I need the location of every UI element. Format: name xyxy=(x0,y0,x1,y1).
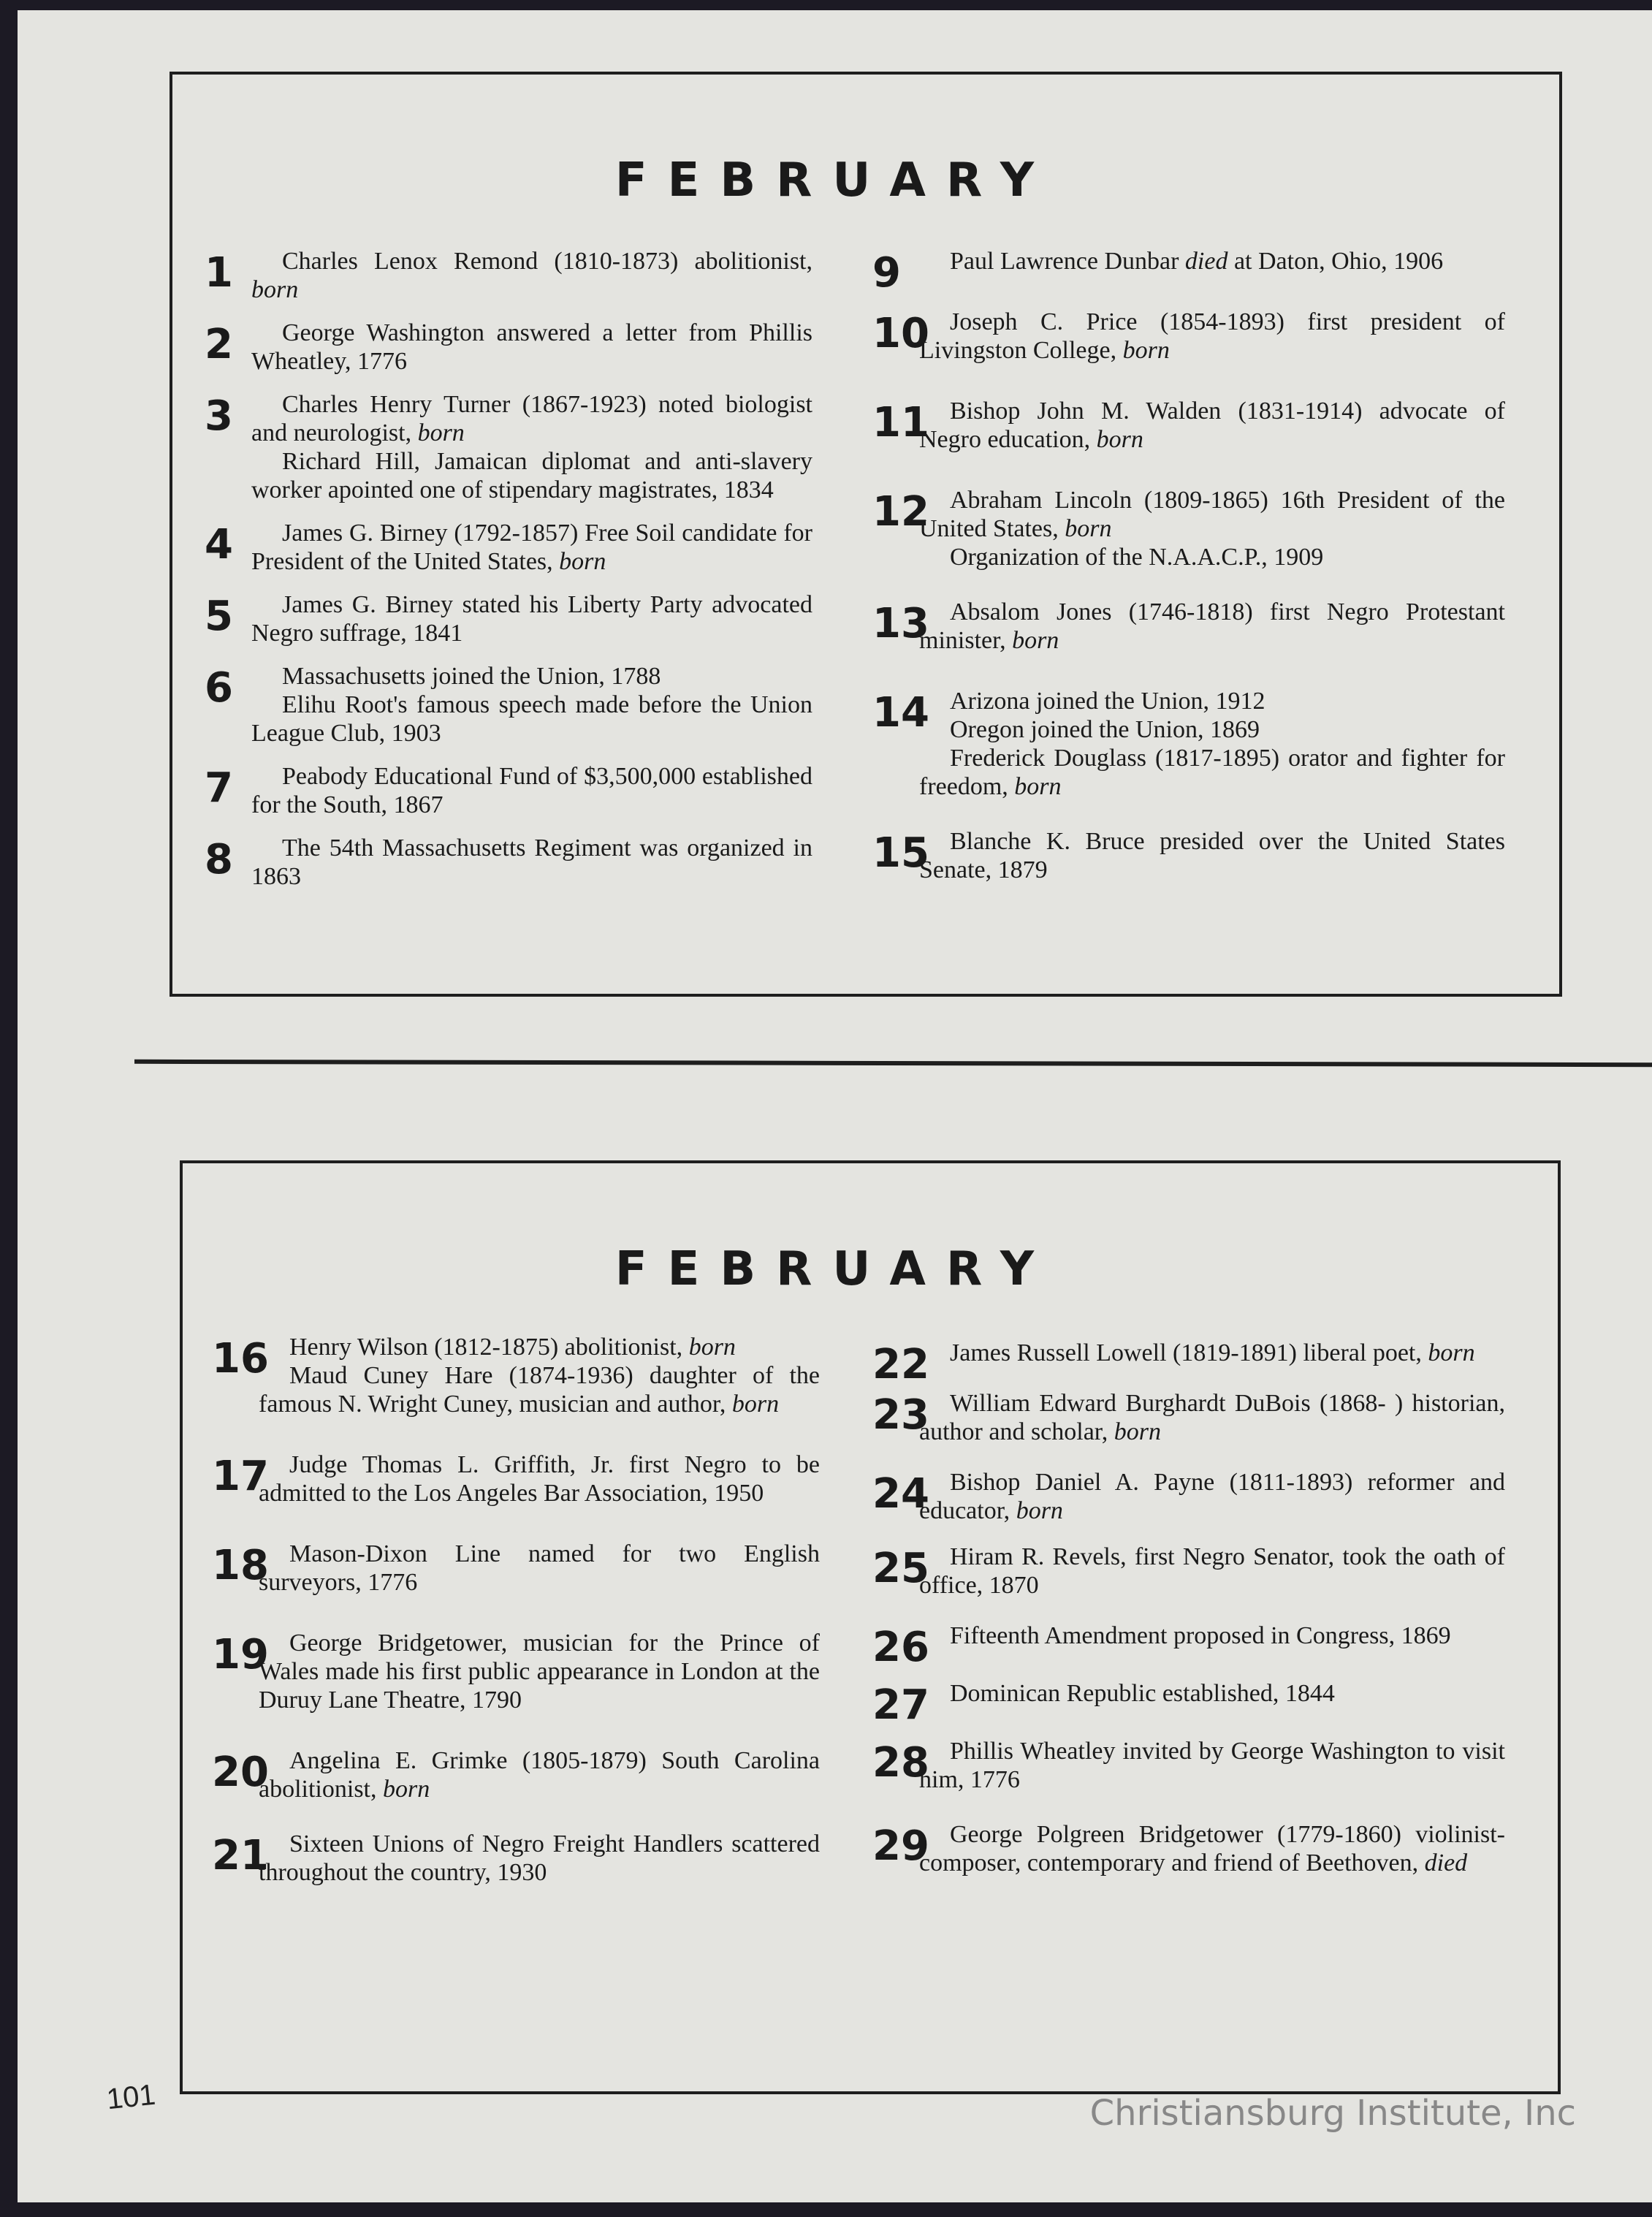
calendar-entry-26 xyxy=(872,1621,1505,1671)
day-number: 27 xyxy=(872,1681,929,1729)
calendar-entry-5 xyxy=(205,590,812,647)
calendar-entry-9 xyxy=(872,247,1505,297)
entry-line xyxy=(259,1450,820,1507)
day-number: 12 xyxy=(872,488,929,536)
day-number: 19 xyxy=(212,1631,269,1678)
entry-text xyxy=(919,1339,1505,1367)
entry-line-text: Henry Wilson (1812-1875) abolitionist, xyxy=(289,1334,689,1361)
entry-text xyxy=(251,247,812,304)
entry-line xyxy=(251,691,812,748)
entry-line-italic: born xyxy=(1012,627,1059,654)
entry-line-text: George Washington answered a letter from Phillis Wheatley, 1776 xyxy=(251,319,812,375)
entry-text xyxy=(251,390,812,504)
bottom-month-title: FEBRUARY xyxy=(614,1242,1055,1296)
entry-line-text: Peabody Educational Fund of $3,500,000 established for the South, 1867 xyxy=(251,763,812,818)
entry-text xyxy=(259,1746,820,1803)
day-number: 21 xyxy=(212,1832,269,1879)
entry-line xyxy=(919,744,1505,801)
calendar-entry-12 xyxy=(872,486,1505,571)
entry-line-text: Dominican Republic established, 1844 xyxy=(950,1680,1335,1707)
calendar-entry-22 xyxy=(872,1339,1505,1388)
entry-line-text: Charles Lenox Remond (1810-1873) abolitionist, xyxy=(282,248,812,275)
entry-line-text: Judge Thomas L. Griffith, Jr. first Negro to be admitted to the Los Angeles Bar Association, 1950 xyxy=(259,1451,820,1507)
entry-line-italic: born xyxy=(1065,515,1112,542)
day-number: 22 xyxy=(872,1341,929,1388)
entry-line xyxy=(919,247,1505,275)
calendar-entry-13 xyxy=(872,598,1505,655)
entry-line xyxy=(259,1830,820,1887)
entry-line xyxy=(919,308,1505,365)
entry-text xyxy=(251,662,812,748)
page-number: 101 xyxy=(104,2078,157,2116)
entry-line-text: Paul Lawrence Dunbar xyxy=(950,248,1185,275)
day-number: 15 xyxy=(872,829,929,877)
bottom-left-column xyxy=(212,1333,820,1901)
entry-line xyxy=(919,1820,1505,1877)
day-number: 4 xyxy=(205,521,233,568)
entry-line xyxy=(919,1621,1505,1650)
entry-line xyxy=(919,598,1505,655)
day-number: 5 xyxy=(205,593,233,640)
entry-text xyxy=(251,319,812,376)
calendar-entry-7 xyxy=(205,762,812,819)
day-number: 29 xyxy=(872,1822,929,1870)
calendar-entry-23 xyxy=(872,1389,1505,1446)
entry-line xyxy=(259,1746,820,1803)
calendar-entry-11 xyxy=(872,397,1505,454)
entry-line xyxy=(919,1389,1505,1446)
entry-line xyxy=(251,447,812,504)
entry-text xyxy=(919,687,1505,801)
entry-line xyxy=(251,390,812,447)
calendar-entry-8 xyxy=(205,834,812,891)
entry-line-italic: born xyxy=(1096,426,1143,453)
entry-text xyxy=(259,1629,820,1714)
entry-line xyxy=(259,1540,820,1597)
calendar-entry-2 xyxy=(205,319,812,376)
calendar-entry-27 xyxy=(872,1679,1505,1729)
entry-line xyxy=(919,1339,1505,1367)
entry-line xyxy=(919,1679,1505,1708)
entry-text xyxy=(919,1543,1505,1600)
top-month-title: FEBRUARY xyxy=(614,153,1055,208)
entry-line-text: Arizona joined the Union, 1912 xyxy=(950,688,1265,715)
entry-text xyxy=(259,1830,820,1887)
entry-text xyxy=(919,247,1505,275)
entry-line-text: Charles Henry Turner (1867-1923) noted biologist and neurologist, xyxy=(251,391,812,446)
calendar-entry-20 xyxy=(212,1746,820,1803)
day-number: 25 xyxy=(872,1545,929,1592)
entry-line xyxy=(259,1333,820,1361)
entry-line-after: at Daton, Ohio, 1906 xyxy=(1227,248,1444,275)
entry-line xyxy=(251,662,812,691)
entry-text xyxy=(919,1621,1505,1650)
calendar-entry-6 xyxy=(205,662,812,748)
entry-line-italic: born xyxy=(251,276,299,303)
day-number: 20 xyxy=(212,1749,269,1796)
entry-line xyxy=(919,397,1505,454)
entry-line-text: Sixteen Unions of Negro Freight Handlers scattered throughout the country, 1930 xyxy=(259,1830,820,1886)
entry-line xyxy=(919,687,1505,715)
day-number: 28 xyxy=(872,1739,929,1787)
entry-text xyxy=(919,1389,1505,1446)
entry-line xyxy=(251,834,812,891)
calendar-entry-15 xyxy=(872,827,1505,884)
watermark: Christiansburg Institute, Inc xyxy=(1089,2093,1576,2134)
entry-line-italic: died xyxy=(1184,248,1228,275)
calendar-entry-24 xyxy=(872,1468,1505,1525)
entry-line-text: Organization of the N.A.A.C.P., 1909 xyxy=(950,544,1324,571)
entry-line-text: Maud Cuney Hare (1874-1936) daughter of the famous N. Wright Cuney, musician and author, xyxy=(259,1362,820,1418)
day-number: 9 xyxy=(872,249,901,297)
calendar-entry-4 xyxy=(205,519,812,576)
day-number: 11 xyxy=(872,399,929,446)
entry-line-text: Elihu Root's famous speech made before the Union League Club, 1903 xyxy=(251,691,812,747)
entry-line-text: Richard Hill, Jamaican diplomat and anti-slavery worker apointed one of stipendary magistrates, 1834 xyxy=(251,448,812,503)
entry-line-italic: died xyxy=(1424,1849,1468,1876)
entry-line xyxy=(919,827,1505,884)
day-number: 1 xyxy=(205,249,233,297)
entry-line-text: Angelina E. Grimke (1805-1879) South Carolina abolitionist, xyxy=(259,1747,820,1803)
entry-line-text: Massachusetts joined the Union, 1788 xyxy=(282,663,661,690)
entry-line-text: James Russell Lowell (1819-1891) liberal poet, xyxy=(950,1339,1428,1366)
bottom-right-column xyxy=(872,1339,1505,1892)
divider-rule xyxy=(134,1060,1652,1067)
entry-line-text: James G. Birney stated his Liberty Party advocated Negro suffrage, 1841 xyxy=(251,591,812,647)
calendar-entry-29 xyxy=(872,1820,1505,1877)
day-number: 3 xyxy=(205,392,233,440)
day-number: 6 xyxy=(205,664,233,712)
entry-line-italic: born xyxy=(731,1391,780,1418)
entry-line-text: Absalom Jones (1746-1818) first Negro Protestant minister, xyxy=(919,598,1505,654)
entry-line xyxy=(919,543,1505,571)
entry-line-italic: born xyxy=(1016,1497,1063,1524)
day-number: 13 xyxy=(872,600,929,647)
entry-line xyxy=(251,590,812,647)
entry-text xyxy=(919,1468,1505,1525)
entry-line-text: Fifteenth Amendment proposed in Congress, 1869 xyxy=(950,1622,1451,1649)
day-number: 2 xyxy=(205,321,233,368)
entry-line-italic: born xyxy=(1122,337,1170,364)
day-number: 18 xyxy=(212,1542,269,1589)
entry-line-italic: born xyxy=(1428,1339,1475,1366)
day-number: 17 xyxy=(212,1453,269,1500)
entry-line-text: George Bridgetower, musician for the Prince of Wales made his first public appearance in London at the Duruy Lane Theatre, 1790 xyxy=(259,1630,820,1714)
entry-line-text: Frederick Douglass (1817-1895) orator and fighter for freedom, xyxy=(919,745,1505,800)
entry-line-italic: born xyxy=(688,1334,736,1361)
entry-text xyxy=(251,762,812,819)
calendar-entry-1 xyxy=(205,247,812,304)
entry-line-italic: born xyxy=(417,419,465,446)
top-right-column xyxy=(872,247,1505,899)
entry-line xyxy=(251,319,812,376)
day-number: 16 xyxy=(212,1335,269,1383)
entry-line-text: James G. Birney (1792-1857) Free Soil candidate for President of the United States, xyxy=(251,520,812,575)
day-number: 8 xyxy=(205,836,233,883)
entry-line xyxy=(251,762,812,819)
day-number: 7 xyxy=(205,764,233,812)
day-number: 23 xyxy=(872,1391,929,1439)
calendar-entry-16 xyxy=(212,1333,820,1418)
calendar-entry-18 xyxy=(212,1540,820,1597)
entry-line xyxy=(919,486,1505,543)
entry-text xyxy=(919,598,1505,655)
entry-text xyxy=(919,397,1505,454)
calendar-entry-28 xyxy=(872,1737,1505,1794)
entry-line-italic: born xyxy=(1014,773,1062,800)
entry-text xyxy=(259,1540,820,1597)
top-left-column xyxy=(205,247,812,905)
entry-text xyxy=(919,308,1505,365)
entry-line xyxy=(251,519,812,576)
entry-line xyxy=(259,1361,820,1418)
calendar-entry-21 xyxy=(212,1830,820,1887)
entry-text xyxy=(919,1679,1505,1708)
day-number: 14 xyxy=(872,689,929,737)
calendar-entry-10 xyxy=(872,308,1505,365)
entry-line-text: Joseph C. Price (1854-1893) first president of Livingston College, xyxy=(919,308,1505,364)
entry-text xyxy=(251,519,812,576)
entry-text xyxy=(919,486,1505,571)
day-number: 26 xyxy=(872,1624,929,1671)
calendar-entry-17 xyxy=(212,1450,820,1507)
entry-line-text: George Polgreen Bridgetower (1779-1860) violinist-composer, contemporary and friend of Beethoven, xyxy=(919,1821,1505,1876)
entry-text xyxy=(259,1450,820,1507)
entry-text xyxy=(251,590,812,647)
entry-line-text: William Edward Burghardt DuBois (1868- ) historian, author and scholar, xyxy=(919,1390,1505,1445)
entry-line-text: Hiram R. Revels, first Negro Senator, took the oath of office, 1870 xyxy=(919,1543,1505,1599)
entry-line xyxy=(251,247,812,304)
entry-text xyxy=(251,834,812,891)
entry-line-text: Abraham Lincoln (1809-1865) 16th President of the United States, xyxy=(919,487,1505,542)
entry-line-text: Mason-Dixon Line named for two English surveyors, 1776 xyxy=(259,1540,820,1596)
calendar-entry-19 xyxy=(212,1629,820,1714)
entry-line-italic: born xyxy=(559,548,606,575)
entry-text xyxy=(919,827,1505,884)
entry-text xyxy=(259,1333,820,1418)
entry-line xyxy=(919,715,1505,744)
calendar-entry-3 xyxy=(205,390,812,504)
entry-line xyxy=(919,1543,1505,1600)
calendar-entry-14 xyxy=(872,687,1505,801)
entry-line-italic: born xyxy=(383,1776,430,1803)
entry-line-text: The 54th Massachusetts Regiment was organized in 1863 xyxy=(251,834,812,890)
entry-line-text: Oregon joined the Union, 1869 xyxy=(950,716,1260,743)
calendar-entry-25 xyxy=(872,1543,1505,1600)
day-number: 24 xyxy=(872,1470,929,1518)
entry-line-text: Bishop John M. Walden (1831-1914) advocate of Negro education, xyxy=(919,398,1505,453)
entry-line-italic: born xyxy=(1114,1418,1162,1445)
entry-line xyxy=(259,1629,820,1714)
entry-text xyxy=(919,1737,1505,1794)
entry-line-text: Phillis Wheatley invited by George Washington to visit him, 1776 xyxy=(919,1738,1505,1793)
entry-line-text: Blanche K. Bruce presided over the United States Senate, 1879 xyxy=(919,828,1505,883)
entry-line xyxy=(919,1737,1505,1794)
entry-line-text: Bishop Daniel A. Payne (1811-1893) reformer and educator, xyxy=(919,1469,1505,1524)
day-number: 10 xyxy=(872,310,929,357)
entry-text xyxy=(919,1820,1505,1877)
page xyxy=(18,10,1652,2202)
entry-line xyxy=(919,1468,1505,1525)
